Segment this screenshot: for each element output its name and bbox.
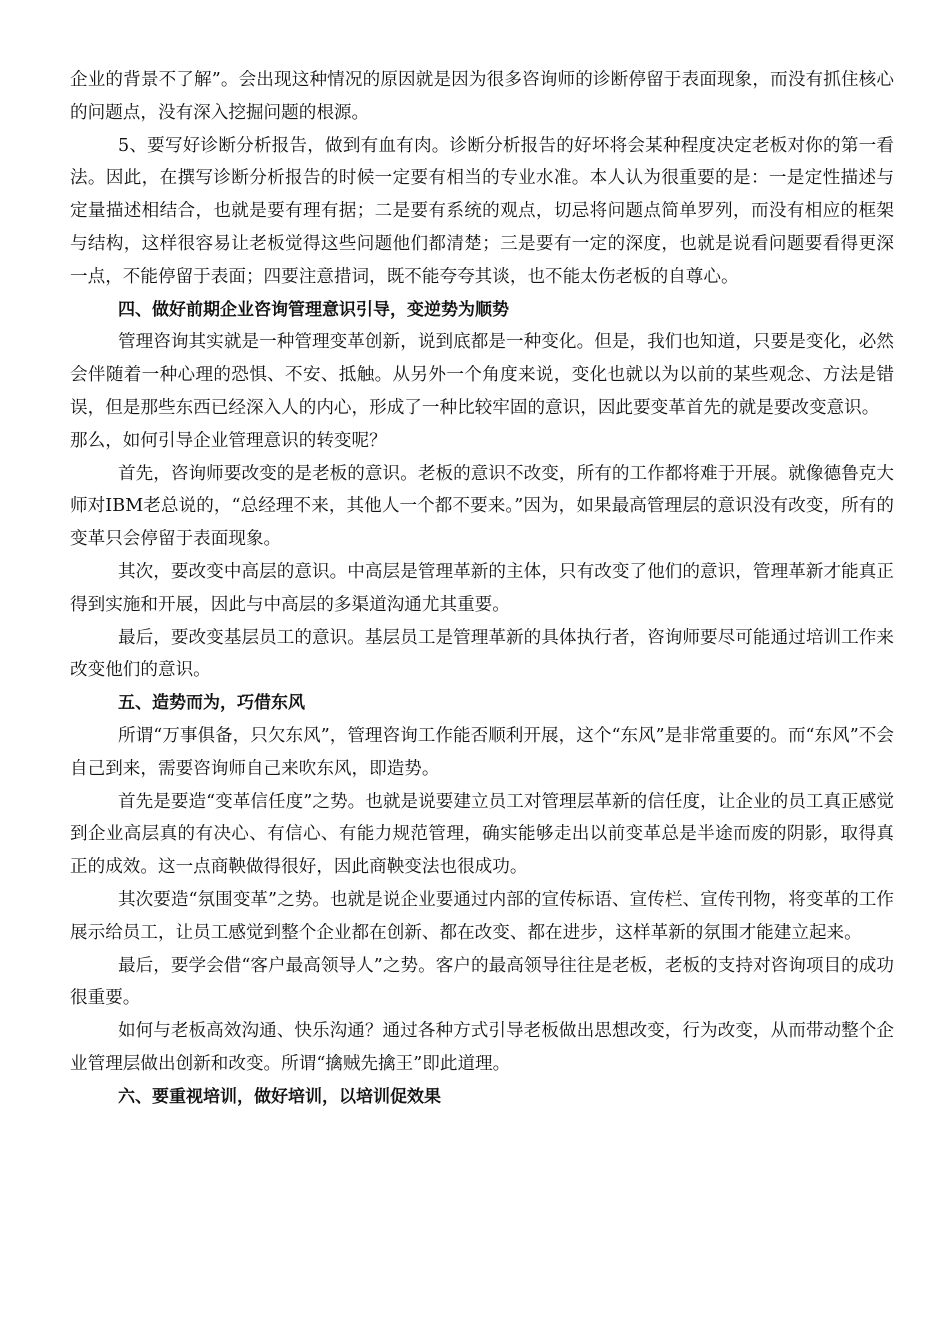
paragraph-client-leader: 最后，要学会借“客户最高领导人”之势。客户的最高领导往往是老板，老板的支持对咨询项目的成功很重要。 [70,955,894,1009]
document-body [70,64,894,1114]
paragraph-middle-management: 其次，要改变中高层的意识。中高层是管理革新的主体，只有改变了他们的意识，管理革新才能真正得到实施和开展，因此与中高层的多渠道沟通尤其重要。 [70,561,894,615]
paragraph-question: 那么，如何引导企业管理意识的转变呢？ [70,430,387,451]
paragraph-atmosphere-momentum: 其次要造“氛围变革”之势。也就是说企业要通过内部的宣传标语、宣传栏、宣传刊物，将变革的工作展示给员工，让员工感觉到整个企业都在创新、都在改变、都在进步，这样革新的氛围才能建立起来。 [70,889,894,943]
paragraph-boss-communication: 如何与老板高效沟通、快乐沟通？通过各种方式引导老板做出思想改变，行为改变，从而带动整个企业管理层做出创新和改变。所谓“擒贼先擒王”即此道理。 [70,1021,894,1074]
paragraph-frontline-staff: 最后，要改变基层员工的意识。基层员工是管理革新的具体执行者，咨询师要尽可能通过培训工作来改变他们的意识。 [70,627,894,681]
section-heading-5: 五、造势而为，巧借东风 [118,693,305,714]
paragraph-east-wind: 所谓“万事俱备，只欠东风”，管理咨询工作能否顺利开展，这个“东风”是非常重要的。而“东风”不会自己到来，需要咨询师自己来吹东风，即造势。 [70,725,894,779]
paragraph-continuation: 企业的背景不了解”。会出现这种情况的原因就是因为很多咨询师的诊断停留于表面现象，而没有抓住核心的问题点，没有深入挖掘问题的根源。 [70,70,894,123]
paragraph-change-intro: 管理咨询其实就是一种管理变革创新，说到底都是一种变化。但是，我们也知道，只要是变化，必然会伴随着一种心理的恐惧、不安、抵触。从另外一个角度来说，变化也就以为以前的某些观念、方法是错误，但是那些东西已经深入人的内心，形成了一种比较牢固的意识，因此要变革首先的就是要改变意识。 [70,332,894,418]
paragraph-report-writing: 5、要写好诊断分析报告，做到有血有肉。诊断分析报告的好坏将会某种程度决定老板对你的第一看法。因此，在撰写诊断分析报告的时候一定要有相当的专业水准。本人认为很重要的是：一是定性描述与定量描述相结合，也就是要有理有据；二是要有系统的观点，切忌将问题点简单罗列，而没有相应的框架与结构，这样很容易让老板觉得这些问题他们都清楚；三是要有一定的深度，也就是说看问题要看得更深一点，不能停留于表面；四要注意措词，既不能夸夸其谈，也不能太伤老板的自尊心。 [70,135,894,287]
paragraph-trust-momentum: 首先是要造“变革信任度”之势。也就是说要建立员工对管理层革新的信任度，让企业的员工真正感觉到企业高层真的有决心、有信心、有能力规范管理，确实能够走出以前变革总是半途而废的阴影，取得真正的成效。这一点商鞅做得很好，因此商鞅变法也很成功。 [70,791,894,878]
paragraph-boss-awareness: 首先，咨询师要改变的是老板的意识。老板的意识不改变，所有的工作都将难于开展。就像德鲁克大师对IBM老总说的，“总经理不来，其他人一个都不要来。”因为，如果最高管理层的意识没有改变，所有的变革只会停留于表面现象。 [70,463,894,550]
section-heading-4: 四、做好前期企业咨询管理意识引导，变逆势为顺势 [118,299,509,320]
section-heading-6: 六、要重视培训，做好培训，以培训促效果 [118,1086,441,1107]
